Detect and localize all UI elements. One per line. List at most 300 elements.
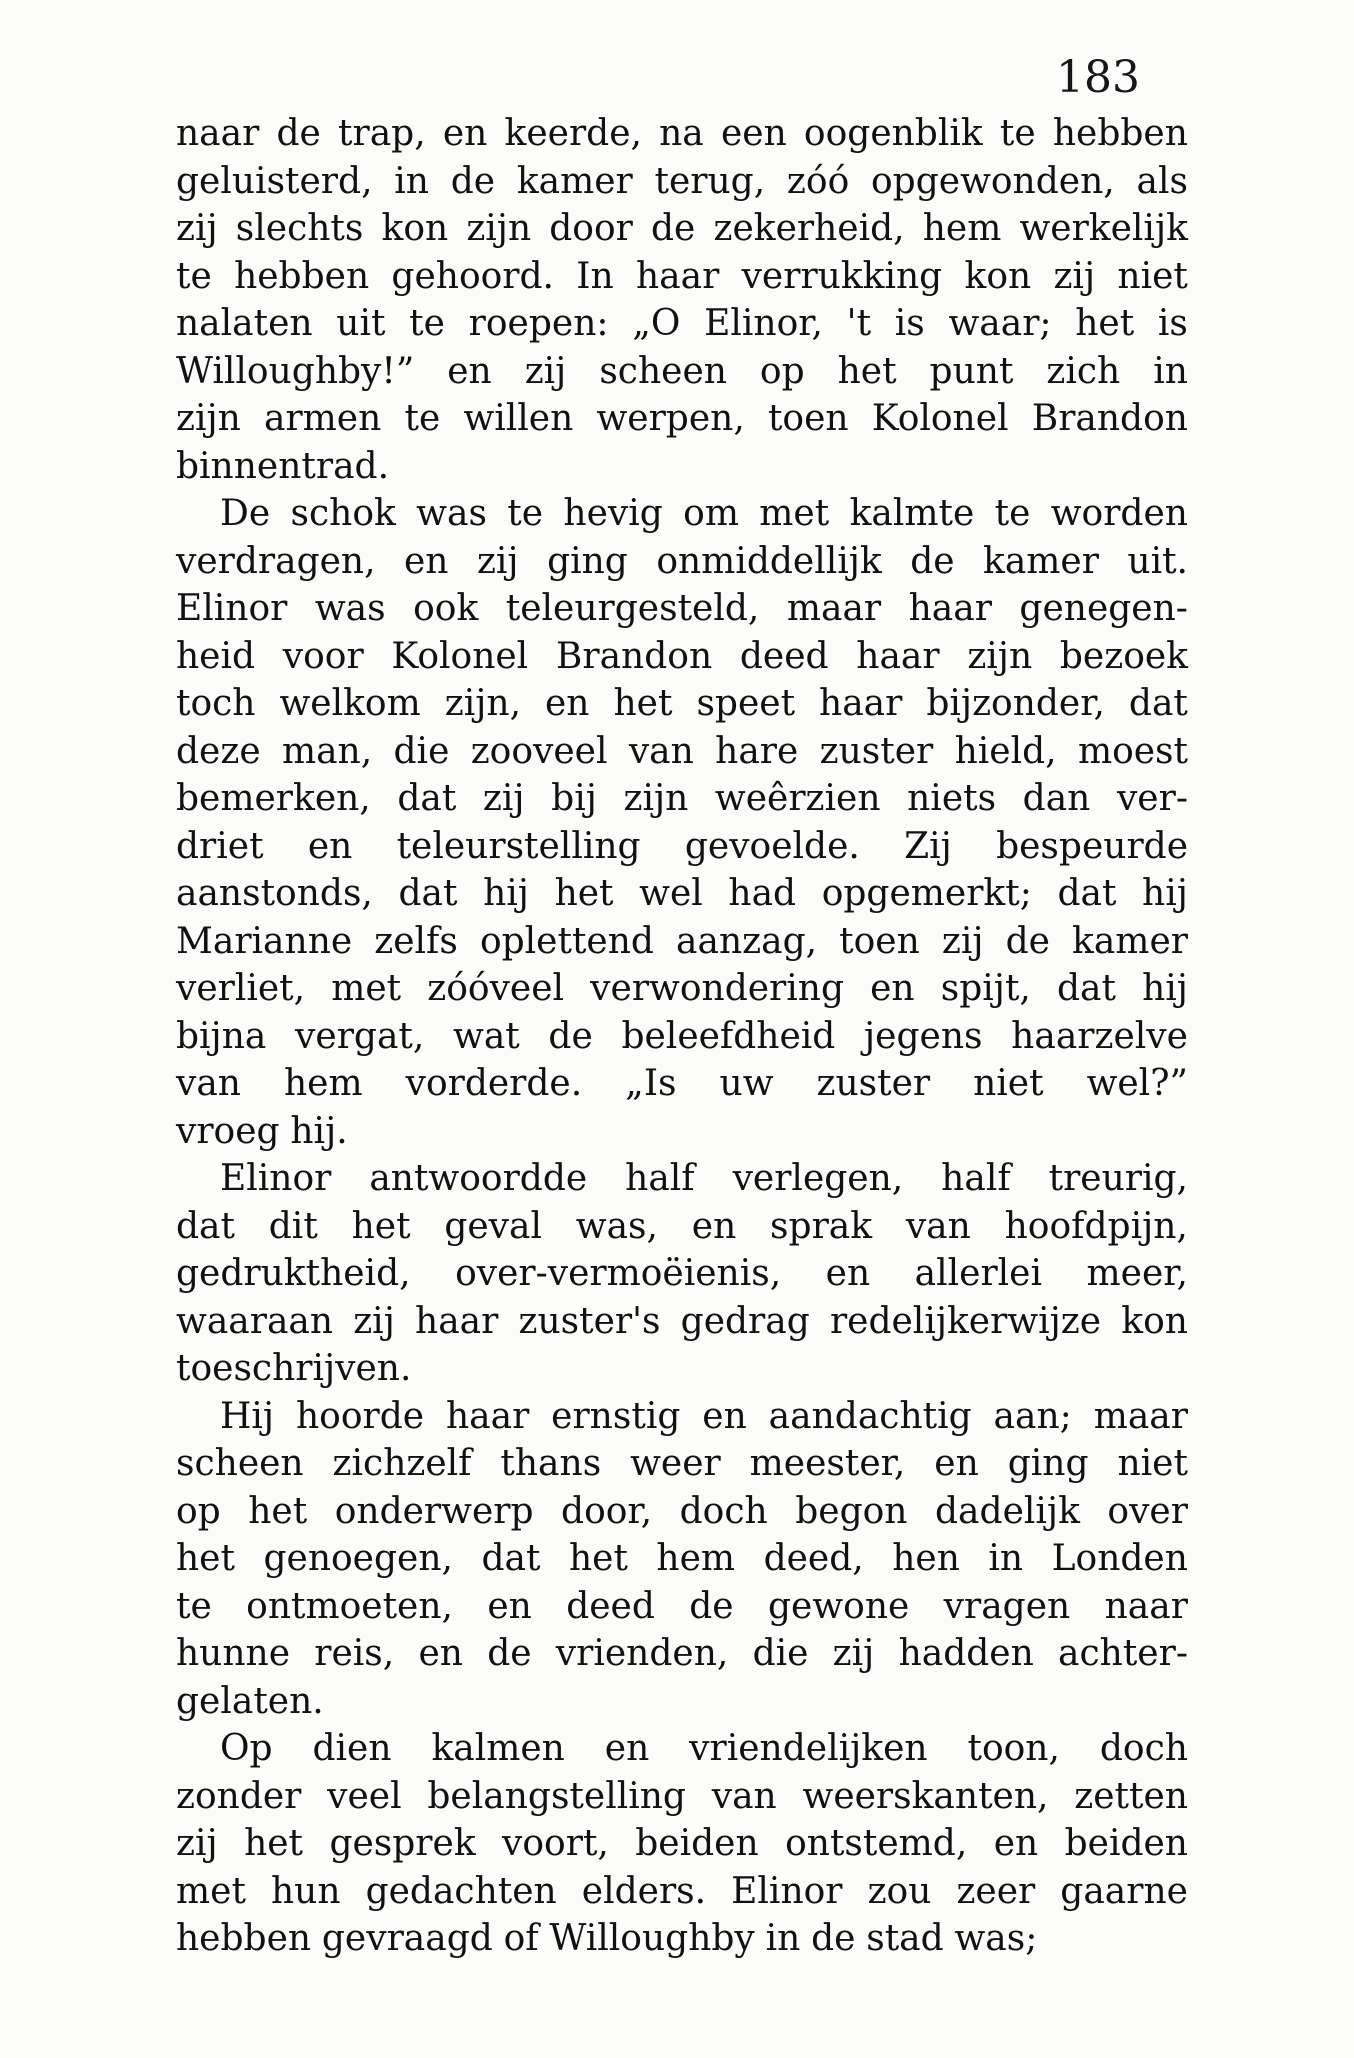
word: hen: [892, 1538, 960, 1579]
word: hare: [715, 730, 799, 772]
word: dadelijk: [935, 1490, 1080, 1532]
text-line: [176, 823, 1188, 871]
word: vorderde.: [405, 1063, 583, 1104]
page-number: 183: [1056, 52, 1140, 103]
word: werkelijk: [1019, 208, 1188, 249]
text-line: [176, 253, 1188, 301]
word: Kolonel: [391, 635, 529, 677]
word: teleurstelling: [396, 825, 641, 867]
word: gewone: [767, 1585, 910, 1627]
word: op: [176, 1490, 221, 1532]
word: zij: [524, 350, 567, 392]
word: Elinor: [220, 1158, 332, 1199]
word: hoofdpijn,: [1004, 1205, 1188, 1247]
word: haar: [445, 1395, 530, 1437]
word: zich: [1046, 350, 1121, 392]
word: en: [870, 968, 915, 1009]
word: niet: [1117, 255, 1188, 297]
word: te: [176, 255, 212, 297]
word: de: [651, 208, 696, 249]
word: haar: [635, 255, 720, 297]
word: zij: [353, 1300, 395, 1342]
word: hem: [922, 208, 1002, 249]
word: met: [176, 1870, 246, 1912]
word: hield,: [954, 730, 1057, 772]
word: zijn: [967, 635, 1033, 677]
text-line: [176, 1488, 1188, 1536]
word: slechts: [235, 208, 364, 249]
word: zijn,: [444, 683, 522, 724]
word: te: [404, 398, 441, 439]
word: zij: [176, 1823, 218, 1864]
word: doch: [679, 1490, 768, 1532]
word: zijn: [466, 208, 532, 249]
text-line: [176, 1440, 1188, 1488]
word: of: [503, 1918, 539, 1959]
word: met: [759, 493, 830, 534]
word: hem: [283, 1063, 363, 1104]
word: oogenblik: [803, 113, 983, 154]
word: schok: [290, 493, 396, 534]
word: toon,: [967, 1728, 1060, 1769]
word: toeschrijven.: [176, 1348, 412, 1389]
word: zij: [176, 208, 218, 249]
word: door: [549, 208, 633, 249]
word: de: [1005, 920, 1050, 962]
word: kamer: [1072, 920, 1188, 962]
word: zij: [476, 540, 519, 582]
word: hij: [1142, 873, 1188, 914]
text-line: [176, 633, 1188, 681]
word: opgewonden,: [871, 160, 1115, 202]
word: na: [659, 113, 704, 154]
word: en: [934, 1443, 979, 1484]
word: in: [394, 160, 429, 202]
word: hebben: [1052, 113, 1188, 154]
word: en: [487, 1585, 532, 1627]
text-line: [176, 1678, 1188, 1726]
word: half: [941, 1158, 1011, 1199]
word: haar: [819, 683, 903, 724]
word: heid: [176, 635, 256, 677]
word: is: [894, 303, 925, 344]
text-line: [176, 1393, 1188, 1441]
word: de: [910, 540, 955, 582]
word: kalmen: [431, 1728, 565, 1769]
text-line: [176, 538, 1188, 586]
word: van: [628, 730, 694, 772]
word: binnentrad.: [176, 445, 390, 487]
word: Elinor: [176, 588, 288, 629]
word: veel: [327, 1775, 402, 1817]
word: meester,: [749, 1443, 906, 1484]
body-text: [176, 110, 1188, 1963]
word: dat: [397, 778, 457, 819]
word: zij: [832, 1633, 875, 1674]
word: dat: [1128, 683, 1188, 724]
word: zij: [941, 920, 984, 962]
word: kamer: [516, 160, 633, 202]
word: Marianne: [176, 920, 353, 962]
text-line: [176, 1868, 1188, 1916]
word: aanstonds,: [176, 873, 373, 914]
word: verwondering: [590, 968, 844, 1009]
text-line: [176, 1725, 1188, 1773]
word: een: [720, 113, 787, 154]
word: kon: [964, 255, 1032, 297]
word: thans: [500, 1443, 602, 1484]
word: ver-: [1116, 778, 1188, 819]
word: allerlei: [914, 1253, 1042, 1294]
word: het: [244, 1823, 304, 1864]
word: het: [554, 873, 614, 914]
word: zij: [482, 778, 525, 819]
word: speet: [696, 683, 796, 724]
text-line: [176, 965, 1188, 1013]
word: zuster: [819, 730, 934, 772]
word: ontmoeten,: [246, 1585, 453, 1627]
word: hebben: [234, 255, 370, 297]
word: de: [811, 1918, 856, 1959]
word: toch: [176, 683, 256, 724]
word: Willoughby!”: [176, 350, 415, 392]
word: armen: [264, 398, 382, 439]
word: onderwerp: [334, 1490, 534, 1532]
word: hunne: [176, 1633, 291, 1674]
word: vragen: [943, 1585, 1071, 1627]
word: van: [711, 1775, 777, 1817]
word: toen: [839, 920, 920, 962]
word: 't: [846, 303, 872, 344]
word: uw: [719, 1063, 774, 1104]
word: haar: [415, 1300, 499, 1342]
word: scheen: [176, 1443, 304, 1484]
word: vergat,: [295, 1015, 425, 1057]
text-line: [176, 1345, 1188, 1393]
word: is: [1157, 303, 1188, 344]
word: Op: [220, 1728, 273, 1769]
word: Zij: [904, 825, 952, 867]
word: Hij: [220, 1395, 275, 1437]
word: geluisterd,: [176, 160, 373, 202]
word: Elinor,: [704, 303, 823, 344]
word: weêrzien: [714, 778, 881, 819]
word: gedrag: [680, 1300, 810, 1342]
word: haar: [908, 588, 992, 629]
word: gevraagd: [321, 1918, 493, 1959]
word: uit: [336, 303, 386, 344]
text-line: [176, 395, 1188, 443]
word: „O: [632, 303, 681, 344]
word: de: [548, 1015, 593, 1057]
text-line: [176, 110, 1188, 158]
word: haarzelve: [1011, 1015, 1188, 1057]
word: haar: [856, 635, 940, 677]
word: hoorde: [295, 1395, 425, 1437]
word: als: [1136, 160, 1188, 202]
word: en: [702, 1395, 747, 1437]
word: aandachtig: [768, 1395, 972, 1437]
text-line: [176, 1820, 1188, 1868]
word: hij.: [290, 1110, 348, 1152]
word: wel: [639, 873, 703, 914]
word: en: [691, 1205, 737, 1247]
word: zuster's: [518, 1300, 661, 1342]
word: verdragen,: [176, 540, 376, 582]
text-line: [176, 1060, 1188, 1108]
word: voort,: [502, 1823, 609, 1864]
word: zooveel: [470, 730, 608, 772]
word: van: [905, 1205, 971, 1247]
word: en: [604, 1728, 650, 1769]
word: zij: [1053, 255, 1096, 297]
word: gevoelde.: [684, 825, 860, 867]
word: waaraan: [176, 1300, 334, 1342]
word: beiden: [635, 1823, 759, 1864]
word: trap,: [338, 113, 426, 154]
word: terug,: [654, 160, 766, 202]
word: zuster: [816, 1063, 931, 1104]
word: ontstemd,: [785, 1823, 968, 1864]
word: nalaten: [176, 303, 313, 344]
word: man,: [281, 730, 373, 772]
word: niet: [1117, 1443, 1188, 1484]
word: met: [331, 968, 402, 1009]
word: gehoord.: [391, 255, 555, 297]
word: het: [248, 1490, 308, 1532]
word: hij: [483, 873, 529, 914]
word: verlegen,: [732, 1158, 904, 1199]
word: ging: [547, 540, 628, 582]
word: kon: [381, 208, 449, 249]
word: bijna: [176, 1015, 267, 1057]
text-line: [176, 870, 1188, 918]
word: zijn: [176, 398, 241, 439]
word: Brandon: [555, 635, 713, 677]
text-line: [176, 1250, 1188, 1298]
word: bemerken,: [176, 778, 371, 819]
word: opgemerkt;: [821, 873, 1032, 914]
word: genegen-: [1019, 588, 1188, 629]
word: roepen:: [468, 303, 609, 344]
word: over: [1107, 1490, 1188, 1532]
word: in: [1153, 350, 1188, 392]
word: bijzonder,: [926, 683, 1105, 724]
word: maar: [1093, 1395, 1188, 1437]
word: zichzelf: [332, 1443, 472, 1484]
text-line: [176, 728, 1188, 776]
word: was;: [954, 1918, 1038, 1959]
word: keerde,: [504, 113, 642, 154]
word: die: [752, 1633, 809, 1674]
word: hij: [1142, 968, 1188, 1009]
text-line: [176, 1773, 1188, 1821]
text-line: [176, 1583, 1188, 1631]
word: Kolonel: [871, 398, 1009, 439]
word: die: [393, 730, 450, 772]
word: hun: [270, 1870, 341, 1912]
text-line: [176, 443, 1188, 491]
word: dat: [1056, 968, 1116, 1009]
text-line: [176, 1298, 1188, 1346]
word: weer: [630, 1443, 721, 1484]
word: gelaten.: [176, 1680, 324, 1722]
text-line: [176, 158, 1188, 206]
word: dat: [481, 1538, 541, 1579]
word: te: [507, 493, 544, 534]
text-line: [176, 490, 1188, 538]
word: dat: [1057, 873, 1117, 914]
word: stad: [866, 1918, 944, 1959]
word: naar: [1104, 1585, 1188, 1627]
word: Elinor: [731, 1870, 843, 1912]
word: zijn: [623, 778, 689, 819]
text-line: [176, 1155, 1188, 1203]
word: driet: [176, 825, 264, 867]
word: onmiddellijk: [656, 540, 882, 582]
word: ernstig: [551, 1395, 681, 1437]
word: kon: [1121, 1300, 1188, 1342]
word: reis,: [314, 1633, 395, 1674]
word: punt: [929, 350, 1014, 392]
text-line: [176, 348, 1188, 396]
word: zóó: [786, 160, 850, 202]
text-line: [176, 1108, 1188, 1156]
word: om: [683, 493, 739, 534]
word: bij: [551, 778, 597, 819]
text-line: [176, 300, 1188, 348]
word: deze: [176, 730, 261, 772]
word: had: [728, 873, 797, 914]
word: over-vermoëienis,: [455, 1253, 782, 1294]
word: dien: [312, 1728, 392, 1769]
word: verrukking: [741, 255, 943, 297]
word: maar: [786, 588, 882, 629]
word: naar: [176, 113, 260, 154]
word: De: [220, 493, 271, 534]
word: zekerheid,: [713, 208, 905, 249]
word: deed: [739, 635, 829, 677]
word: door,: [561, 1490, 653, 1532]
word: wat: [453, 1015, 520, 1057]
word: willen: [463, 398, 574, 439]
word: verliet,: [176, 968, 306, 1009]
text-line: [176, 680, 1188, 728]
word: In: [576, 255, 614, 297]
word: geval: [444, 1205, 542, 1247]
word: het: [837, 350, 897, 392]
word: waar;: [948, 303, 1052, 344]
word: vriendelijken: [689, 1728, 928, 1769]
word: bespeurde: [996, 825, 1188, 867]
word: gedachten: [365, 1870, 557, 1912]
word: aanzag,: [676, 920, 818, 962]
word: en: [993, 1823, 1039, 1864]
word: zou: [867, 1870, 932, 1912]
word: was,: [575, 1205, 658, 1247]
word: hadden: [898, 1633, 1034, 1674]
word: het: [613, 683, 673, 724]
word: en: [545, 683, 590, 724]
word: in: [988, 1538, 1024, 1579]
word: „Is: [625, 1063, 677, 1104]
text-line: [176, 918, 1188, 966]
word: de: [487, 1633, 532, 1674]
word: Londen: [1051, 1538, 1188, 1579]
word: ging: [1007, 1443, 1089, 1484]
word: treurig,: [1048, 1158, 1188, 1199]
word: jegens: [864, 1015, 983, 1057]
word: toen: [767, 398, 849, 439]
word: zonder: [176, 1775, 302, 1817]
text-line: [176, 1013, 1188, 1061]
word: redelijkerwijze: [829, 1300, 1102, 1342]
word: beleefdheid: [621, 1015, 836, 1057]
word: te: [176, 1585, 212, 1627]
word: weerskanten,: [802, 1775, 1049, 1817]
word: vrienden,: [555, 1633, 729, 1674]
word: wel?”: [1086, 1063, 1188, 1104]
word: hevig: [563, 493, 663, 534]
word: niet: [973, 1063, 1044, 1104]
word: zetten: [1074, 1775, 1188, 1817]
word: ook: [413, 588, 479, 629]
word: en: [825, 1253, 871, 1294]
text-line: [176, 1915, 1188, 1963]
word: het: [176, 1538, 235, 1579]
word: sprak: [770, 1205, 873, 1247]
word: oplettend: [479, 920, 654, 962]
word: het: [1075, 303, 1135, 344]
word: half: [625, 1158, 695, 1199]
word: hebben: [176, 1918, 312, 1959]
text-line: [176, 1630, 1188, 1678]
word: het: [568, 1538, 628, 1579]
word: niets: [907, 778, 997, 819]
word: beiden: [1064, 1823, 1188, 1864]
word: vroeg: [176, 1110, 280, 1152]
word: bezoek: [1059, 635, 1188, 677]
word: de: [276, 113, 321, 154]
word: Brandon: [1031, 398, 1188, 439]
word: genoegen,: [263, 1538, 453, 1579]
word: scheen: [599, 350, 727, 392]
word: en: [404, 540, 449, 582]
word: kamer: [983, 540, 1099, 582]
word: welkom: [279, 683, 421, 724]
word: het: [351, 1205, 411, 1247]
word: elders.: [581, 1870, 707, 1912]
word: Willoughby: [549, 1918, 755, 1959]
word: antwoordde: [369, 1158, 588, 1199]
word: doch: [1099, 1728, 1188, 1769]
word: begon: [795, 1490, 908, 1532]
word: en: [447, 350, 492, 392]
word: gesprek: [329, 1823, 476, 1864]
word: de: [689, 1585, 734, 1627]
word: hem: [656, 1538, 736, 1579]
word: aan;: [993, 1395, 1072, 1437]
word: gaarne: [1060, 1870, 1188, 1912]
word: teleurgesteld,: [505, 588, 760, 629]
word: voor: [282, 635, 364, 677]
word: en: [307, 825, 353, 867]
word: spijt,: [940, 968, 1031, 1009]
word: en: [418, 1633, 463, 1674]
word: deed,: [763, 1538, 864, 1579]
word: dan: [1022, 778, 1091, 819]
word: kalmte: [849, 493, 975, 534]
